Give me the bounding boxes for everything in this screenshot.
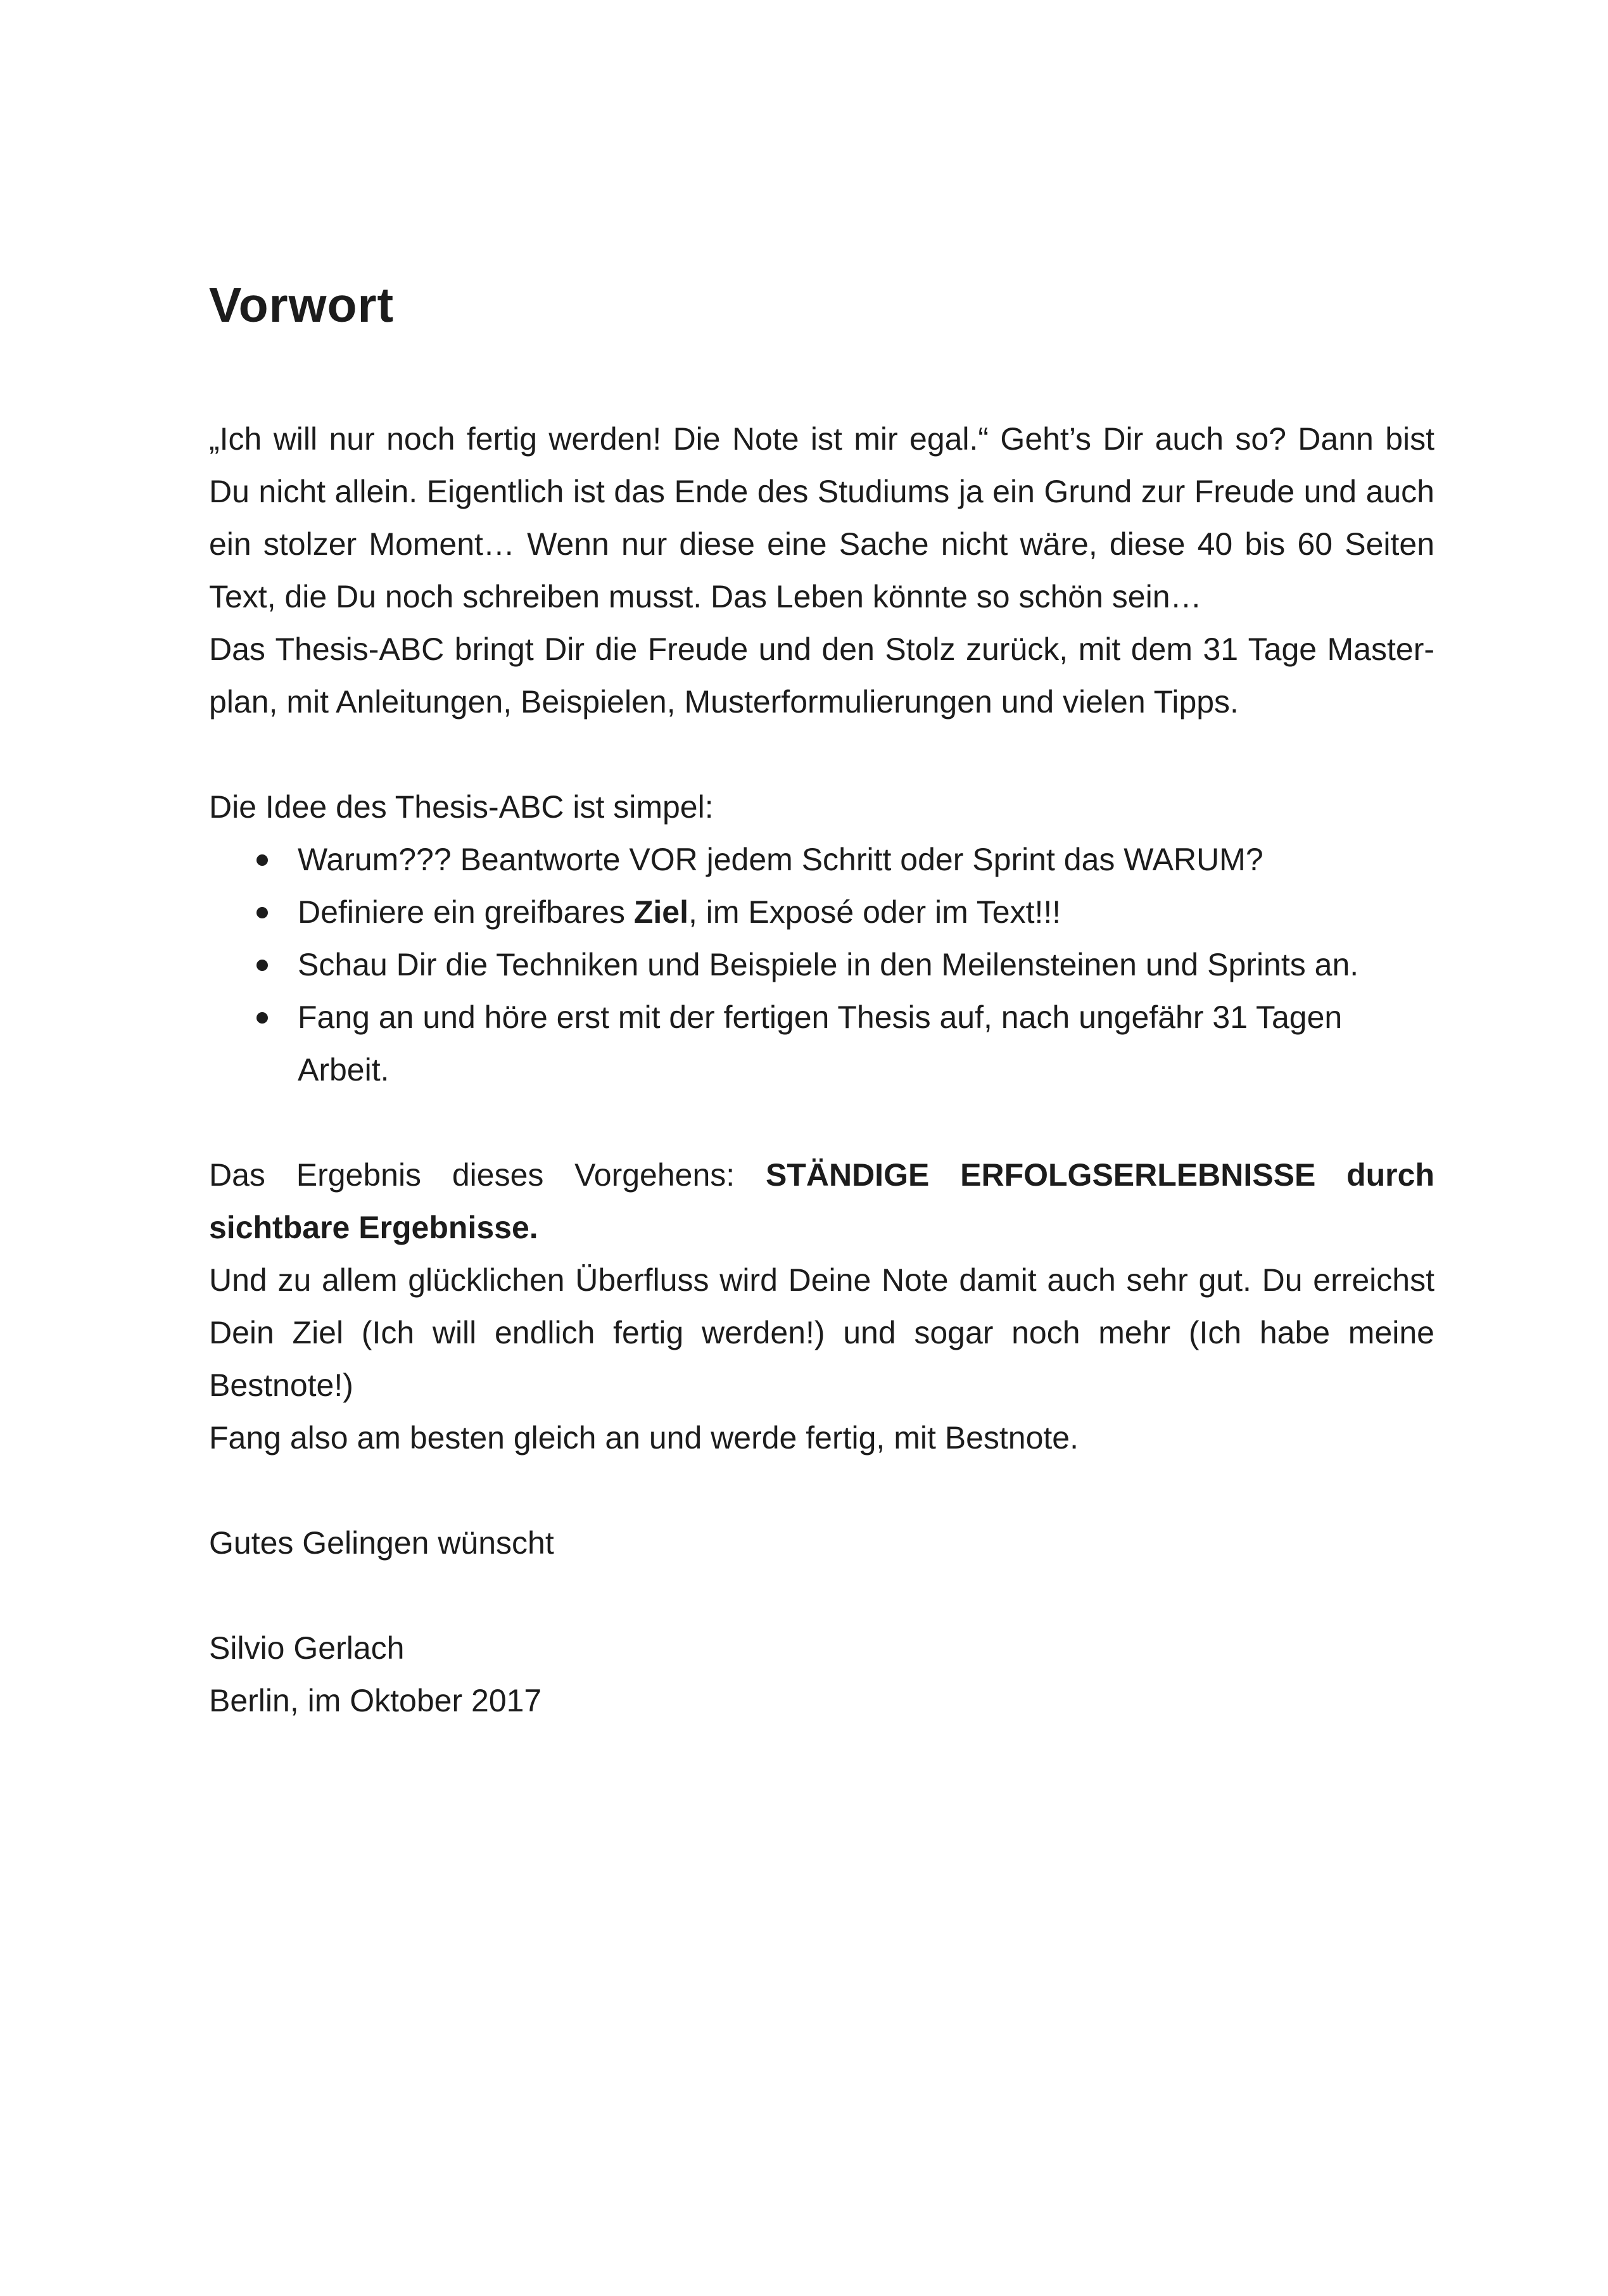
spacer xyxy=(209,1096,1434,1149)
signature-place-date: Berlin, im Oktober 2017 xyxy=(209,1683,542,1718)
list-item xyxy=(209,834,1434,886)
spacer xyxy=(209,1464,1434,1517)
list-item-text: Fang an und höre erst mit der fertigen Thesis auf, nach ungefähr 31 Tagen Arbeit. xyxy=(298,999,1343,1088)
spacer xyxy=(209,728,1434,781)
idea-lead: Die Idee des Thesis-ABC ist simpel: xyxy=(209,789,714,825)
list-item-text: Schau Dir die Techniken und Beispiele in den Meilensteinen und Sprints an. xyxy=(298,947,1359,982)
idea-list xyxy=(209,834,1434,1096)
body-text xyxy=(209,413,1434,1727)
document-page xyxy=(209,0,1434,2296)
wish-line: Gutes Gelingen wünscht xyxy=(209,1525,554,1561)
spacer xyxy=(209,1570,1434,1622)
page-title: Vorwort xyxy=(209,278,395,333)
list-item xyxy=(209,939,1434,991)
intro-paragraph: „Ich will nur noch fertig werden! Die Note ist mir egal.“ Geht’s Dir auch so? Dann bist Du nicht allein. Eigentlich ist das Ende des Studiums ja ein Grund zur Freude und auch ein stolzer Moment… Wenn nur diese eine Sache nicht wäre, diese 40 bis 60 Seiten Text, die Du noch schreiben musst. Das Leben könnte so schön sein… xyxy=(209,421,1434,614)
bullet-icon xyxy=(256,1012,268,1024)
list-item-text: Warum??? Beantworte VOR jedem Schritt oder Sprint das WARUM? xyxy=(298,842,1263,877)
result-text: Und zu allem glücklichen Überfluss wird Deine Note damit auch sehr gut. Du erreichst Dein Ziel (Ich will endlich fertig werden!) und sogar noch mehr (Ich habe meine Bestnote!) xyxy=(209,1262,1434,1403)
result-paragraph xyxy=(209,1149,1434,1254)
signature-name: Silvio Gerlach xyxy=(209,1630,405,1666)
result-bold: STÄNDIGE ERFOLGSERLEBNISSE durch sichtbare Ergebnisse. xyxy=(209,1157,1434,1245)
list-item-text-after: , im Exposé oder im Text!!! xyxy=(688,894,1061,930)
result-lead: Das Ergebnis dieses Vorgehens: xyxy=(209,1157,766,1193)
result-closing: Fang also am besten gleich an und werde fertig, mit Bestnote. xyxy=(209,1420,1079,1456)
list-item-text-before: Definiere ein greifbares xyxy=(298,894,634,930)
bullet-icon xyxy=(256,854,268,866)
list-item xyxy=(209,991,1434,1096)
list-item xyxy=(209,886,1434,939)
bullet-icon xyxy=(256,960,268,971)
list-item-bold: Ziel xyxy=(633,894,688,930)
bullet-icon xyxy=(256,907,268,918)
intro-paragraph-second: Das Thesis-ABC bringt Dir die Freude und den Stolz zurück, mit dem 31 Tage Masterplan, mit Anleitungen, Beispielen, Musterformulierungen und vielen Tipps. xyxy=(209,631,1434,720)
